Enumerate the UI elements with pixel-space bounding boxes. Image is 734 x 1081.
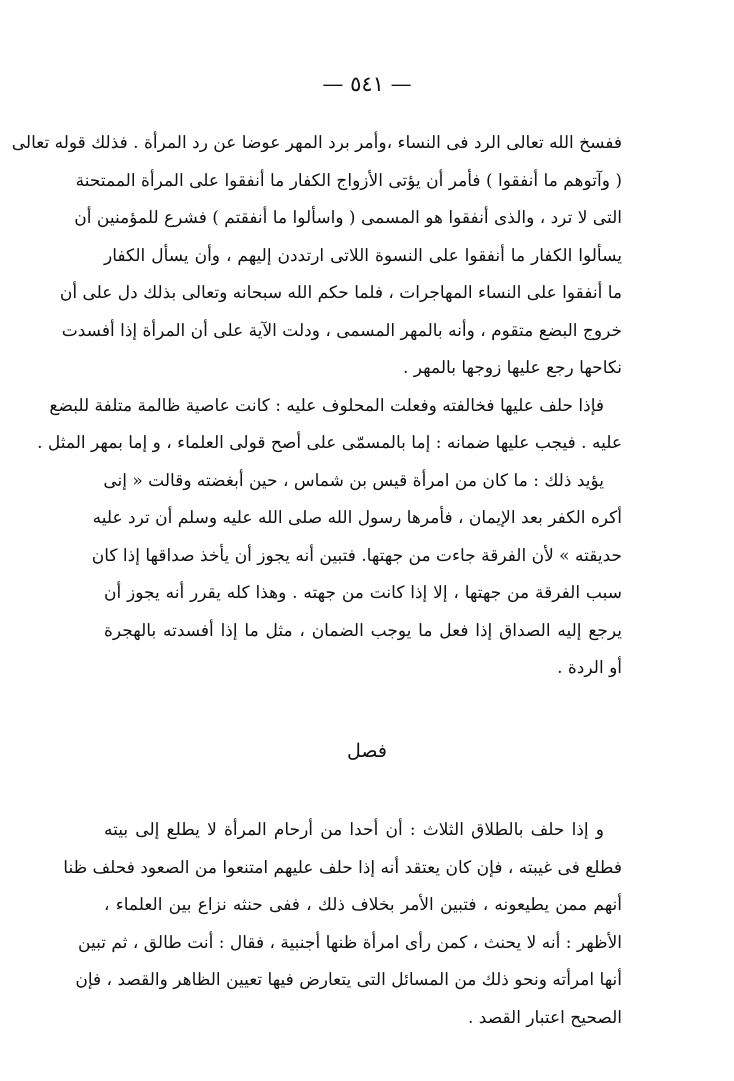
section-heading: فصل	[347, 740, 387, 762]
text-line: حديقته » لأن الفرقة جاءت من جهتها. فتبين أنه يجوز أن يأخذ صداقها إذا كان	[91, 545, 622, 566]
text-line: أنهم ممن يطيعونه ، فتبين الأمر بخلاف ذلك ، ففى حنثه نزاع بين العلماء ،	[104, 895, 622, 915]
text-line: أكره الكفر بعد الإيمان ، فأمرها رسول الله صلى الله عليه وسلم أن ترد عليه	[92, 508, 622, 528]
text-line: أو الردة .	[557, 658, 622, 678]
text-line: خروج البضع متقوم ، وأنه بالمهر المسمى ، ودلت الآية على أن المرأة إذا أفسدت	[61, 320, 622, 341]
section-1-text	[11, 125, 622, 688]
page-number: — ٥٤١ —	[322, 72, 412, 96]
text-line: يؤيد ذلك : ما كان من امرأة قيس بن شماس ، حين أبغضته وقالت « إنى	[103, 470, 604, 491]
text-line: سبب الفرقة من جهتها ، إلا إذا كانت من جهته . وهذا كله يقرر أنه يجوز أن	[104, 583, 622, 603]
text-line: التى لا ترد ، والذى أنفقوا هو المسمى ( واسألوا ما أنفقتم ) فشرع للمؤمنين أن	[74, 208, 622, 228]
text-line: عليه . فيجب عليها ضمانه : إما بالمسمّى على أصح قولى العلماء ، و إما بمهر المثل .	[37, 433, 622, 453]
text-line: نكاحها رجع عليها زوجها بالمهر .	[402, 358, 622, 378]
text-line: و إذا حلف بالطلاق الثلاث : أن أحدا من أرحام المرأة لا يطلع إلى بيته	[104, 820, 604, 840]
text-line: ففسخ الله تعالى الرد فى النساء ،وأمر برد المهر عوضا عن رد المرأة . فذلك قوله تعالى	[11, 133, 622, 153]
section-2-text	[63, 812, 622, 1037]
text-line: أنها امرأته ونحو ذلك من المسائل التى يتعارض فيها تعيين الظاهر والقصد ، فإن	[75, 970, 622, 990]
text-line: ( وآتوهم ما أنفقوا ) فأمر أن يؤتى الأزواج الكفار ما أنفقوا على المرأة الممتحنة	[75, 170, 622, 191]
text-line: يرجع إليه الصداق إذا فعل ما يوجب الضمان ، مثل ما إذا أفسدته بالهجرة	[104, 620, 622, 641]
text-line: ما أنفقوا على النساء المهاجرات ، فلما حكم الله سبحانه وتعالى بذلك دل على أن	[59, 283, 622, 303]
text-line: فطلع فى غيبته ، فإن كان يعتقد أنه إذا حلف عليهم امتنعوا من الصعود فحلف ظنا	[63, 857, 622, 878]
text-line: الأظهر : أنه لا يحنث ، كمن رأى امرأة ظنها أجنبية ، فقال : أنت طالق ، ثم تبين	[78, 932, 622, 953]
text-line: فإذا حلف عليها فخالفته وفعلت المحلوف عليه : كانت عاصية ظالمة متلفة للبضع	[49, 395, 604, 416]
text-line: يسألوا الكفار ما أنفقوا على النسوة اللاتى ارتددن إليهم ، وأن يسأل الكفار	[104, 245, 622, 266]
text-line: الصحيح اعتبار القصد .	[467, 1007, 622, 1028]
